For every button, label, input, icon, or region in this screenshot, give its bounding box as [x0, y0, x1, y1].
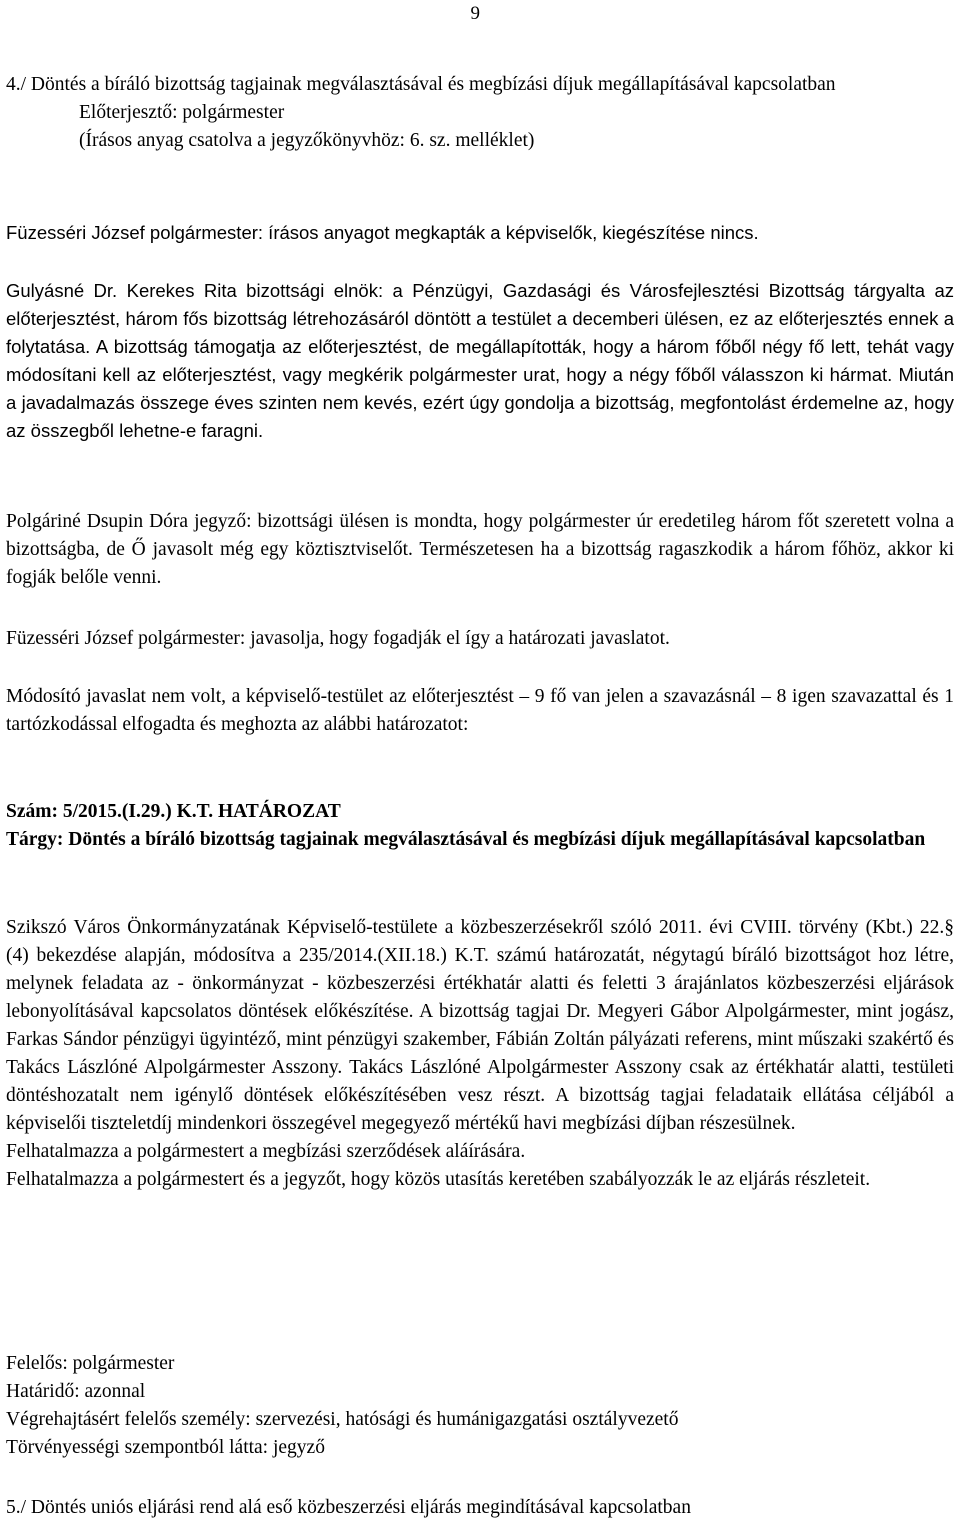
resolution-authorization-2: Felhatalmazza a polgármestert és a jegyzőt, hogy közös utasítás keretében szabályozzák le az eljárás részleteit.	[6, 1169, 871, 1190]
deadline-line: Határidő: azonnal	[6, 1381, 146, 1402]
presenter-line: Előterjesztő: polgármester	[79, 102, 285, 123]
legal-check-line: Törvényességi szempontból látta: jegyző	[6, 1437, 325, 1458]
paragraph-vote: Módosító javaslat nem volt, a képviselő-testület az előterjesztést – 9 fő van jelen a szavazásnál – 8 igen szavazattal és 1 tartózkodással elfogadta és meghozta az alábbi határozatot:	[6, 686, 954, 735]
attachment-line: (Írásos anyag csatolva a jegyzőkönyvhöz: 6. sz. melléklet)	[79, 130, 535, 151]
page-number: 9	[470, 3, 480, 24]
resolution-authorization-1: Felhatalmazza a polgármestert a megbízási szerződések aláírására.	[6, 1141, 526, 1162]
resolution-footer	[6, 1350, 954, 1462]
resolution-body: Szikszó Város Önkormányzatának Képviselő-testülete a közbeszerzésekről szóló 2011. évi CVIII. törvény (Kbt.) 22.§ (4) bekezdése alapján, módosítva a 235/2014.(XII.18.) K.T. számú határozatát, négytagú bíráló bizottságot hoz létre, melynek feladata az - önkormányzat - közbeszerzési értékhatár alatti és feletti 3 árajánlatos közbeszerzési eljárások lebonyolításával kapcsolatos döntések előkészítése. A bizottság tagjai Dr. Megyeri Gábor Alpolgármester, mint jogász, Farkas Sándor pénzügyi ügyintéző, mint pénzügyi szakember, Fábián Zoltán pályázati referens, mint műszaki szakértő és Takács Lászlóné Alpolgármester Asszony. Takács Lászlóné Alpolgármester Asszony csak az értékhatár alatti, testületi döntéshozatalt nem igénylő döntések előkészítésében vesz részt. A bizottság tagjai feladataik ellátása céljából a képviselői tiszteletdíj mindenkori összegével megegyező mértékű havi megbízási díjban részesülnek.	[6, 917, 954, 1134]
paragraph-mayor-proposal: Füzesséri József polgármester: javasolja, hogy fogadják el így a határozati javaslatot.	[6, 628, 670, 649]
paragraph-notary: Polgáriné Dsupin Dóra jegyző: bizottsági ülésen is mondta, hogy polgármester úr eredetileg három főt szeretett volna a bizottságba, de Ő javasolt még egy köztisztviselőt. Természetesen ha a bizottság ragaszkodik a három főhöz, akkor ki fogják belőle venni.	[6, 511, 954, 588]
resolution	[6, 798, 954, 854]
agenda-item-title: 4./ Döntés a bíráló bizottság tagjainak megválasztásával és megbízási díjuk megállapításával kapcsolatban	[6, 74, 836, 95]
resolution-subject: Tárgy: Döntés a bíráló bizottság tagjainak megválasztásával és megbízási díjuk megállapításával kapcsolatban	[6, 829, 926, 850]
paragraph-mayor-intro: Füzesséri József polgármester: írásos anyagot megkapták a képviselők, kiegészítése nincs.	[6, 222, 759, 243]
agenda-item-4	[6, 71, 954, 155]
paragraph-committee-chair: Gulyásné Dr. Kerekes Rita bizottsági elnök: a Pénzügyi, Gazdasági és Városfejlesztési Bizottság tárgyalta az előterjesztést, három fős bizottság létrehozásáról döntött a testület a decemberi ülésen, ez az előterjesztés ennek a folytatása. A bizottság támogatja az előterjesztést, de megállapították, hogy a három főből négy fő lett, tehát vagy módosítani kell az előterjesztést, vagy megkérik polgármester urat, hogy a négy főből válasszon ki hármat. Miután a javadalmazás összege éves szinten nem kevés, ezért úgy gondolja a bizottság, megfontolást érdemelne az, hogy az összegből lehetne-e faragni.	[6, 280, 954, 441]
resolution-number: Szám: 5/2015.(I.29.) K.T. HATÁROZAT	[6, 801, 341, 822]
agenda-item-5-title: 5./ Döntés uniós eljárási rend alá eső közbeszerzési eljárás megindításával kapcsolatban	[6, 1497, 691, 1518]
executor-line: Végrehajtásért felelős személy: szervezési, hatósági és humánigazgatási osztályvezető	[6, 1409, 679, 1430]
responsible-line: Felelős: polgármester	[6, 1353, 175, 1374]
